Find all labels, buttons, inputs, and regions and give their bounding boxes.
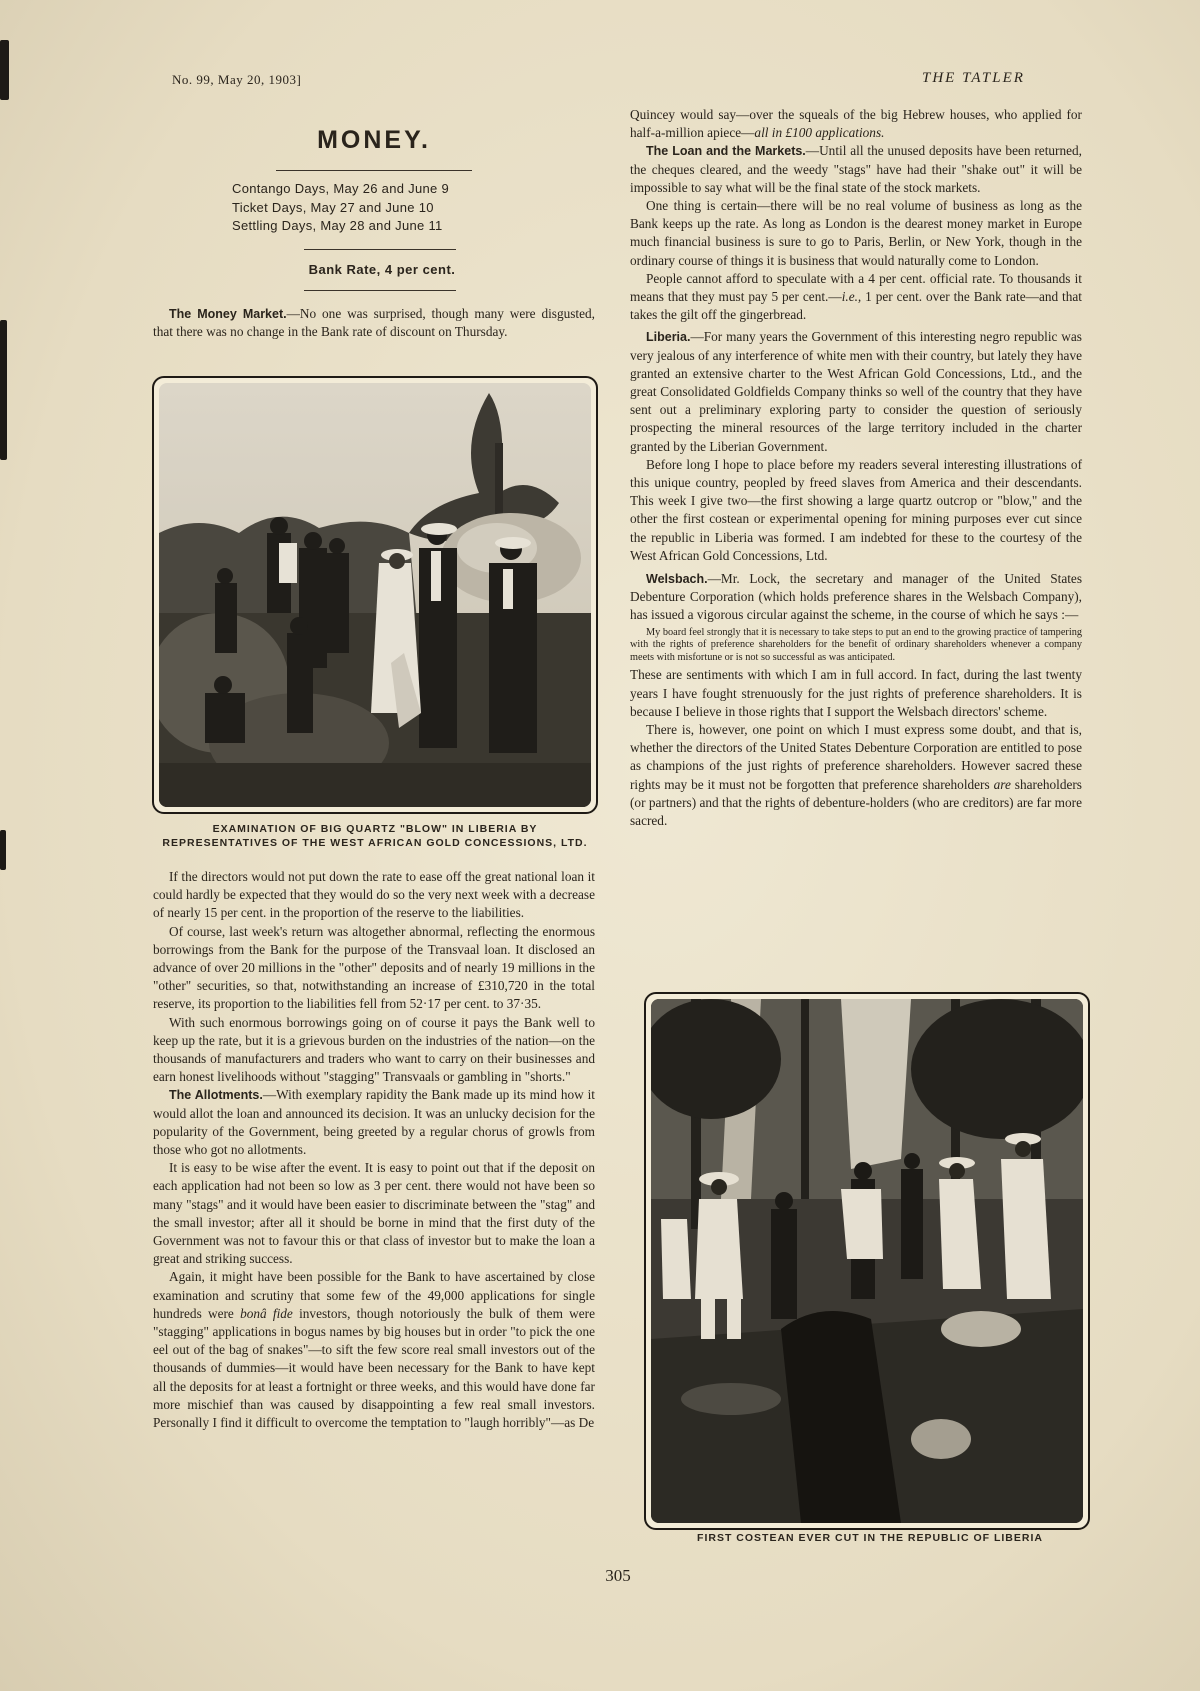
quartz-blow-photo-image xyxy=(159,383,591,807)
ticket-days: Ticket Days, May 27 and June 10 xyxy=(232,199,434,215)
right-column-body xyxy=(630,106,1082,830)
circular-quote: My board feel strongly that it is necessary to take steps to put an end to the growing practice of tampering with the rights of preference shareholders for the benefit of ordinary shareholders whenever a company meets with misfortune or is not so successful as was anticipated. xyxy=(630,626,1082,663)
right-paragraph-8: These are sentiments with which I am in full accord. In fact, during the last twenty years I have fought strenuously for the just rights of preference shareholders. It is because I believe in those rights that I support the Welsbach directors' scheme. xyxy=(630,667,1082,719)
allotments-heading: The Allotments. xyxy=(169,1088,263,1103)
contango-days: Contango Days, May 26 and June 9 xyxy=(232,181,450,196)
liberia-heading: Liberia. xyxy=(646,330,691,345)
right-paragraph-9a: There is, however, one point on which I must express some doubt, and that is, whether the directors of the United States Debenture Corporation are entitled to pose as champions of the just rights of preference shareholders. However sacred these rights may be it must not be forgotten that preference shareholders xyxy=(630,722,1082,792)
bank-rate-rule xyxy=(304,290,456,291)
liberia-text: —For many years the Government of this interesting negro republic was very jealous of any interference of white men with their country, but lately they have granted an extensive charter to the West African Gold Concessions, Ltd., and the great Consolidated Goldfields Company thinks so well of the country that they have sent out a preliminary exploring party to consider the question of seriously prospecting the mineral resources of the large territory included in the charter granted by the Liberian Government. xyxy=(630,329,1082,454)
settlement-dates xyxy=(232,180,532,236)
magazine-name: THE TATLER xyxy=(922,70,1025,86)
loan-markets-text: —Until all the unused deposits have been returned, the cheques cleared, and the weedy "stags" have had their "shake out" it will be impossible to say what will be the final state of the stock markets. xyxy=(630,143,1082,195)
left-paragraph-6: It is easy to be wise after the event. It is easy to point out that if the deposit on each application had not been so low as 3 per cent. there would not have been so many "stags" and it would have been easier to discriminate between the "stag" and the small investor; after all it should be borne in mind that the first duty of the Government was not to favour this or that class of investor but to make the loan a great and striking success. xyxy=(153,1160,595,1267)
money-market-text: —No one was surprised, though many were disgusted, that there was no change in the Bank rate of discount on Thursday. xyxy=(153,306,596,340)
loan-markets-heading: The Loan and the Markets. xyxy=(646,144,806,159)
right-paragraph-9b: shareholders (or partners) and that the rights of debenture-holders (who are creditors) are far more sacred. xyxy=(630,776,1082,829)
costean-photo-image xyxy=(651,999,1083,1523)
quartz-blow-caption: EXAMINATION OF BIG QUARTZ "BLOW" IN LIBERIA BY REPRESENTATIVES OF THE WEST AFRICAN GOLD CONCESSIONS, LTD. xyxy=(162,823,588,849)
issue-line: No. 99, May 20, 1903] xyxy=(172,72,302,87)
welsbach-text: —Mr. Lock, the secretary and manager of the United States Debenture Corporation (which holds preference shares in the Welsbach Company), has issued a vigorous circular against the scheme, in the course of which he says :— xyxy=(630,571,1082,623)
left-paragraph-3: Of course, last week's return was altogether abnormal, reflecting the enormous borrowings from the Bank for the purpose of the Transvaal loan. It disclosed an advance of over 20 millions in the "other" deposits and of nearly 19 millions in the "other" securities, so that, notwithstanding an increase of £310,720 in the total reserve, its proportion to the liabilities fell from 52·17 per cent. to 37·35. xyxy=(153,923,595,1012)
right-paragraph-4-italic: i.e., xyxy=(841,289,862,305)
right-paragraph-1-italic: all in £100 applications. xyxy=(754,125,885,141)
edge-stain xyxy=(0,40,9,100)
allotments-text: —With exemplary rapidity the Bank made up its mind how it would allot the loan and announced its decision. It was an unlucky decision for the popularity of the Government, being greeted by a regular chorus of growls from those who got no allotments. xyxy=(153,1087,595,1158)
dates-rule xyxy=(304,249,456,250)
left-paragraph-7b: investors, though notoriously the bulk of them were "stagging" applications in bogus names by big houses but in order "to pick the one eel out of the bag of snakes"—to sift the few score real small investors out of the thousands of dummies—it would have been necessary for the Bank to have kept all the deposits for at least a fortnight or three weeks, and this would have done far more mischief than was caused by disappointing a few real small investors. Personally I find it difficult to overcome the temptation to "laugh horribly"—as De xyxy=(153,1305,595,1431)
right-paragraph-6: Before long I hope to place before my readers several interesting illustrations of this unique country, peopled by freed slaves from America and their descendants. This week I give two—the first showing a large quartz outcrop or "blow," and the other the first costean or experimental opening for mining purposes ever cut since the republic in Liberia was formed. I am indebted for these to the courtesy of the West African Gold Concessions, Ltd. xyxy=(630,456,1082,563)
right-paragraph-4a: People cannot afford to speculate with a 4 per cent. official rate. To thousands it means that they must pay 5 per cent.— xyxy=(630,270,1082,305)
left-column-top xyxy=(153,305,595,341)
left-paragraph-2: If the directors would not put down the rate to ease off the great national loan it could hardly be expected that they would do so the very next week with a decrease of nearly 15 per cent. in the proportion of the reserve to the liabilities. xyxy=(153,869,595,921)
left-column-body xyxy=(153,868,595,1432)
edge-stain xyxy=(0,320,7,460)
page-number: 305 xyxy=(605,1566,631,1585)
money-market-heading: The Money Market. xyxy=(169,307,287,321)
right-paragraph-9-italic: are xyxy=(993,776,1011,792)
costean-photo xyxy=(644,992,1090,1530)
right-paragraph-3: One thing is certain—there will be no real volume of business as long as the Bank keeps up the rate. As long as London is the dearest money market in Europe much financial business is sure to go to Paris, Berlin, or New York, though in the ordinary course of things it is business that would naturally come to London. xyxy=(630,198,1082,268)
left-paragraph-7a: Again, it might have been possible for the Bank to have ascertained by close examination and scrutiny that some few of the 49,000 applications for single hundreds were xyxy=(153,1269,595,1321)
left-paragraph-7-italic: bonâ fide xyxy=(240,1305,293,1321)
welsbach-heading: Welsbach. xyxy=(646,572,708,587)
quartz-blow-photo xyxy=(152,376,598,814)
section-title: MONEY. xyxy=(317,126,431,154)
bank-rate: Bank Rate, 4 per cent. xyxy=(308,262,456,277)
settling-days: Settling Days, May 28 and June 11 xyxy=(232,218,443,233)
left-paragraph-4: With such enormous borrowings going on of course it pays the Bank well to keep up the rate, but it is a grievous burden on the industries of the nation—on the thousands of manufacturers and traders who want to carry on their businesses and earn honest livelihoods without "stagging" Transvaals or gambling in "shorts." xyxy=(153,1014,595,1085)
right-paragraph-1a: Quincey would say—over the squeals of the big Hebrew houses, who applied for half-a-million apiece— xyxy=(630,107,1082,141)
edge-stain xyxy=(0,830,6,870)
title-rule xyxy=(276,170,472,171)
right-paragraph-4b: 1 per cent. over the Bank rate—and that takes the gilt off the gingerbread. xyxy=(630,289,1082,323)
costean-caption: FIRST COSTEAN EVER CUT IN THE REPUBLIC OF LIBERIA xyxy=(697,1532,1043,1544)
